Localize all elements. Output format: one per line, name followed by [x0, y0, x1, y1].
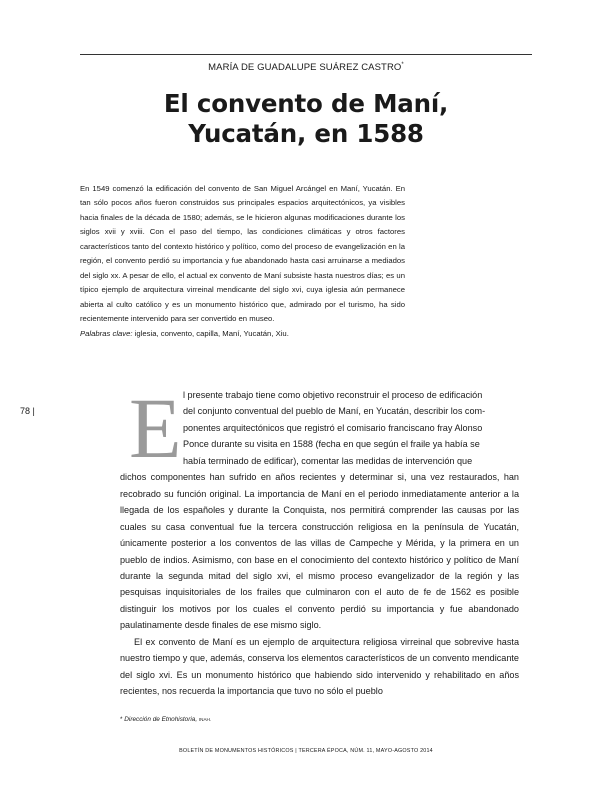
title-line-1: El convento de Maní, — [163, 89, 449, 118]
body-line: Ponce durante su visita en 1588 (fecha en que según el fraile ya había se — [183, 439, 480, 450]
body-line: del conjunto conventual del pueblo de Maní, en Yucatán, describir los com- — [183, 406, 486, 417]
body-line: había terminado de edificar), comentar las medidas de intervención que — [183, 455, 473, 466]
footnote-text: Dirección de Etnohistoria, — [124, 716, 198, 723]
article-title — [80, 89, 532, 149]
journal-footer: BOLETÍN DE MONUMENTOS HISTÓRICOS | TERCERA ÉPOCA, NÚM. 11, MAYO-AGOSTO 2014 — [179, 748, 433, 754]
author-name: MARÍA DE GUADALUPE SUÁREZ CASTRO — [208, 62, 402, 74]
title-line-2: Yucatán, en 1588 — [188, 119, 424, 148]
keywords-list: iglesia, convento, capilla, Maní, Yucatán, Xiu. — [134, 328, 289, 338]
paragraph-2: El ex convento de Maní es un ejemplo de arquitectura religiosa virreinal que sobrevive hasta nuestro tiempo y que, además, conserva los elementos característicos de un convento mendicante del siglo xvi. Es un monumento histórico que habiendo sido intervenido y rehabilitado en años recientes, nos recuerda la importancia que tuvo no sólo el pueblo — [120, 636, 519, 697]
author-footnote-mark: * — [401, 62, 404, 68]
body-line: ponentes arquitectónicos que registró el comisario franciscano fray Alonso — [183, 422, 483, 433]
keywords-label: Palabras clave: — [80, 328, 133, 338]
drop-cap-lines — [120, 380, 519, 476]
page-number: 78 | — [20, 406, 35, 416]
author-line — [0, 62, 612, 73]
footnote-mark: * — [120, 716, 123, 723]
footnote-institution: INAH. — [198, 717, 212, 722]
header-rule — [80, 54, 532, 55]
body-line: l presente trabajo tiene como objetivo reconstruir el proceso de edificación — [183, 390, 483, 400]
drop-cap: E — [129, 380, 182, 476]
abstract — [80, 182, 405, 341]
body-text — [120, 380, 519, 700]
footnote — [120, 716, 211, 723]
keywords — [80, 327, 405, 341]
abstract-text: En 1549 comenzó la edificación del convento de San Miguel Arcángel en Maní, Yucatán. En tan sólo pocos años fueron construidos sus principales espacios arquitectónicos, ya visibles hacia finales de la década de 1580; además, se le hicieron algunas modificaciones durante los siglos xvii y xviii. Con el paso del tiempo, las condiciones climáticas y otros factores característicos tanto del contexto histórico y político, como del proceso de evangelización en la región, el convento perdió su importancia y fue abandonado hasta casi arruinarse a mediados del siglo xx. A pesar de ello, el actual ex convento de Maní subsiste hasta nuestros días; es un típico ejemplo de arquitectura virreinal mendicante del siglo xvi, cuya iglesia aún permanece abierta al culto católico y es un monumento histórico que, admirado por el turismo, ha sido recientemente intervenido para ser convertido en museo. — [80, 184, 405, 324]
paragraph-1-rest: dichos componentes han sufrido en años recientes y determinar si, una vez restaurados, han recobrado su función original. La importancia de Maní en el periodo inmediatamente anterior a la llegada de los españoles y durante la Conquista, nos permitirá comprender las causas por las cuales su casa conventual fue la tercera construcción religiosa en la península de Yucatán, únicamente posterior a los conventos de las villas de Campeche y Mérida, y la primera en un pueblo de indios. Asimismo, con base en el conocimiento del contexto histórico y político de Maní durante la segunda mitad del siglo xvi, el mismo proceso evangelizador de la región y las pesquisas inquisitoriales de los frailes que culminaron con el auto de fe de 1562 es posible distinguir los motivos por los cuales el convento perdió su importancia y fue abandonado paulatinamente desde finales de ese mismo siglo. — [120, 472, 519, 631]
